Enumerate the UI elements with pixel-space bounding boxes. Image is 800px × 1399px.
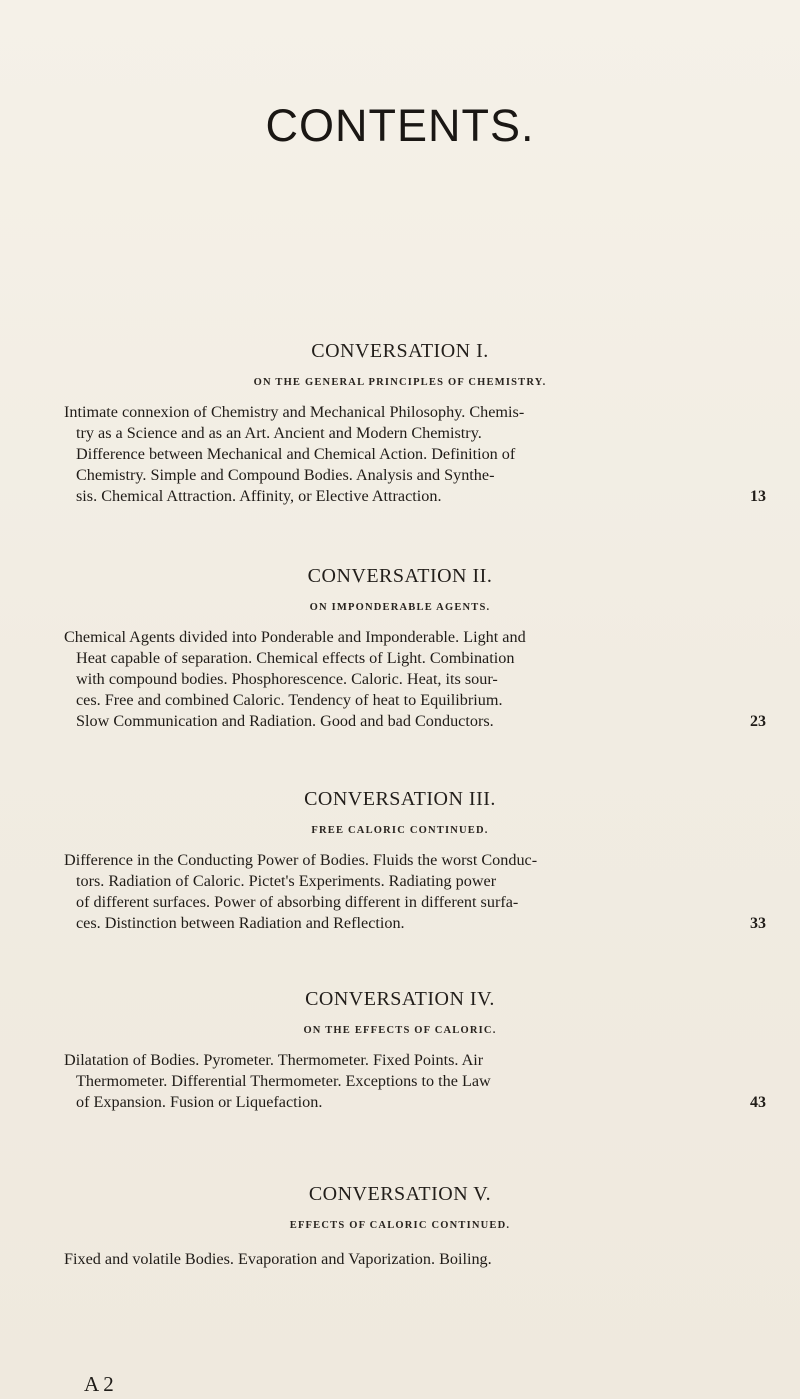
contents-section-4 (0, 988, 800, 1113)
page-title: CONTENTS. (265, 100, 535, 151)
summary-line: Intimate connexion of Chemistry and Mechanical Philosophy. Chemis- (64, 403, 525, 421)
page-number: 23 (750, 713, 766, 730)
contents-section-1 (0, 340, 800, 507)
contents-section-2 (0, 565, 800, 732)
section-summary (0, 850, 800, 934)
summary-line: with compound bodies. Phosphorescence. Caloric. Heat, its sour- (76, 670, 498, 688)
summary-line: Slow Communication and Radiation. Good and bad Conductors. (76, 712, 494, 730)
section-title: CONVERSATION V. (308, 1183, 492, 1205)
section-summary (0, 627, 800, 732)
contents-section-3 (0, 788, 800, 934)
section-summary (0, 1050, 800, 1113)
section-title: CONVERSATION I. (311, 340, 489, 362)
section-subtitle: EFFECTS OF CALORIC CONTINUED. (289, 1220, 511, 1231)
summary-line: Dilatation of Bodies. Pyrometer. Thermometer. Fixed Points. Air (64, 1051, 484, 1069)
summary-line: Difference between Mechanical and Chemical Action. Definition of (76, 445, 516, 463)
summary-line: sis. Chemical Attraction. Affinity, or Elective Attraction. (76, 487, 442, 505)
section-summary (0, 1249, 800, 1270)
summary-line: Thermometer. Differential Thermometer. Exceptions to the Law (76, 1072, 491, 1090)
section-summary (0, 402, 800, 507)
section-title: CONVERSATION III. (304, 788, 496, 810)
section-title: CONVERSATION II. (307, 565, 493, 587)
summary-line: try as a Science and as an Art. Ancient and Modern Chemistry. (76, 424, 482, 442)
summary-line: ces. Distinction between Radiation and Reflection. (76, 914, 405, 932)
page-number: 43 (750, 1094, 766, 1111)
section-subtitle: ON THE GENERAL PRINCIPLES OF CHEMISTRY. (253, 377, 547, 388)
section-subtitle: ON THE EFFECTS OF CALORIC. (303, 1025, 497, 1036)
summary-line: Chemical Agents divided into Ponderable and Imponderable. Light and (64, 628, 526, 646)
summary-line: ces. Free and combined Caloric. Tendency of heat to Equilibrium. (76, 691, 503, 709)
section-title: CONVERSATION IV. (305, 988, 495, 1010)
summary-line: Difference in the Conducting Power of Bodies. Fluids the worst Conduc- (64, 851, 538, 869)
summary-line: Fixed and volatile Bodies. Evaporation and Vaporization. Boiling. (64, 1250, 492, 1268)
summary-line: of Expansion. Fusion or Liquefaction. (76, 1093, 323, 1111)
section-subtitle: ON IMPONDERABLE AGENTS. (309, 602, 491, 613)
summary-line: of different surfaces. Power of absorbing different in different surfa- (76, 893, 519, 911)
page-number: 13 (750, 488, 766, 505)
page-number: 33 (750, 915, 766, 932)
summary-line: Heat capable of separation. Chemical effects of Light. Combination (76, 649, 515, 667)
contents-section-5 (0, 1183, 800, 1270)
summary-line: tors. Radiation of Caloric. Pictet's Experiments. Radiating power (76, 872, 497, 890)
signature-mark: A 2 (84, 1372, 114, 1396)
summary-line: Chemistry. Simple and Compound Bodies. Analysis and Synthe- (76, 466, 495, 484)
section-subtitle: FREE CALORIC CONTINUED. (311, 825, 489, 836)
